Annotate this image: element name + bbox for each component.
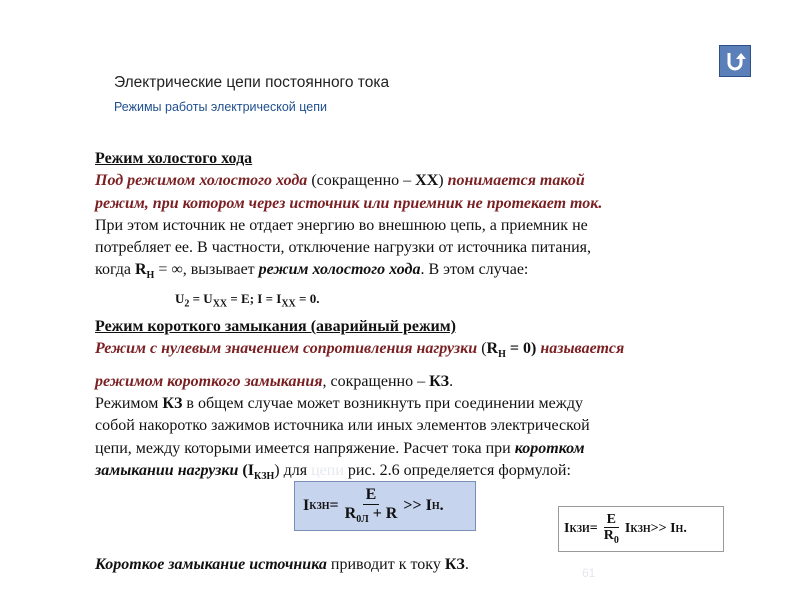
subscript: Н bbox=[431, 500, 440, 512]
text-span: >> I bbox=[403, 497, 432, 514]
fraction bbox=[342, 486, 401, 525]
denominator bbox=[601, 528, 622, 546]
text-span: >> I bbox=[650, 521, 676, 536]
subscript: Н bbox=[675, 523, 684, 535]
subscript: Н bbox=[498, 349, 506, 361]
text-span: ) bbox=[438, 172, 448, 190]
idle-definition-term-cont: понимается такой bbox=[447, 172, 585, 190]
text-span: R bbox=[344, 504, 357, 522]
short-final-line bbox=[95, 554, 775, 576]
numerator: E bbox=[604, 512, 619, 528]
short-definition-term-cont: называется bbox=[540, 340, 625, 358]
subscript: КЗН bbox=[253, 471, 275, 483]
denominator bbox=[342, 505, 401, 526]
text-span: = ∞, вызывает bbox=[154, 261, 259, 279]
page-number: 61 bbox=[582, 566, 596, 580]
text-span: . В этом случае: bbox=[420, 261, 529, 279]
kz-abbrev: КЗ bbox=[429, 372, 450, 390]
subscript: КЗН bbox=[309, 500, 330, 512]
subscript: Н bbox=[146, 270, 155, 282]
idle-definition-term: Под режимом холостого хода bbox=[95, 172, 308, 190]
idle-formula bbox=[95, 288, 775, 316]
faded-word: цепи bbox=[311, 461, 344, 479]
idle-text-line-3: При этом источник не отдает энергию во внешнюю цепь, а приемник не bbox=[95, 216, 588, 234]
text-span: в общем случае может возникнуть при соединении между bbox=[182, 394, 583, 412]
short-load-term: коротком bbox=[514, 439, 585, 457]
text-span: когда bbox=[95, 261, 135, 279]
text-span: . bbox=[449, 372, 454, 390]
text-span: + R bbox=[368, 504, 398, 522]
text-span: = U bbox=[189, 290, 213, 306]
text-span: = 0) bbox=[505, 340, 541, 358]
short-definition-term: Режим с нулевым значением сопротивления нагрузки bbox=[95, 340, 478, 358]
short-load-term-cont: замыкании нагрузки bbox=[95, 461, 239, 479]
text-span: ( bbox=[477, 340, 487, 358]
slide-subtitle: Режимы работы электрической цепи bbox=[114, 100, 327, 114]
text-span: . bbox=[439, 497, 444, 514]
source-short-term: Короткое замыкание источника bbox=[95, 556, 327, 574]
text-span: = bbox=[589, 521, 598, 536]
short-text-line-5 bbox=[95, 438, 775, 460]
return-button[interactable] bbox=[719, 45, 751, 77]
idle-definition-line bbox=[95, 170, 775, 192]
text-span: (I bbox=[238, 461, 254, 479]
short-text-line-3 bbox=[95, 393, 775, 415]
subscript: КЗН bbox=[630, 523, 651, 535]
slide-title: Электрические цепи постоянного тока bbox=[114, 74, 390, 91]
source-short-circuit-formula bbox=[558, 506, 724, 552]
kz-abbrev: КЗ bbox=[444, 556, 465, 574]
subscript: КЗИ bbox=[569, 523, 590, 535]
short-text-line-4: собой накоротко зажимов источника или иных элементов электрической bbox=[95, 417, 590, 435]
idle-definition-line-2: режим, при котором через источник или приемник не протекает ток. bbox=[95, 194, 603, 212]
text-span: , сокращенно – bbox=[322, 372, 430, 390]
short-circuit-heading: Режим короткого замыкания (аварийный режим) bbox=[95, 317, 456, 335]
subscript: XX bbox=[212, 298, 228, 310]
xx-abbrev: ХХ bbox=[415, 172, 439, 190]
text-span: = E; I = I bbox=[227, 290, 282, 306]
text-span: . bbox=[464, 556, 469, 574]
text-span: цепи, между которыми имеется напряжение. Расчет тока при bbox=[95, 439, 515, 457]
idle-heading: Режим холостого хода bbox=[95, 150, 253, 167]
text-span: приводит к току bbox=[326, 556, 445, 574]
text-span: . bbox=[683, 521, 687, 536]
subscript: 2 bbox=[184, 298, 190, 310]
text-span: = bbox=[329, 497, 339, 514]
numerator: E bbox=[363, 486, 380, 505]
text-span: R bbox=[603, 528, 614, 544]
short-definition-line-2 bbox=[95, 371, 775, 393]
kz-abbrev: КЗ bbox=[162, 394, 183, 412]
u-turn-return-icon bbox=[723, 49, 747, 73]
idle-mode-term: режим холостого хода bbox=[258, 261, 421, 279]
resistance-symbol: R bbox=[134, 261, 147, 279]
text-span: (сокращенно – bbox=[307, 172, 416, 190]
text-span: I bbox=[303, 497, 310, 514]
resistance-symbol: R bbox=[486, 340, 499, 358]
subscript: 0 bbox=[613, 534, 619, 546]
text-span: I bbox=[564, 521, 570, 536]
idle-text-line-4: потребляет ее. В частности, отключение нагрузки от источника питания, bbox=[95, 239, 591, 257]
text-span: Режимом bbox=[95, 394, 163, 412]
load-short-circuit-formula bbox=[294, 481, 476, 531]
short-mode-term: режимом короткого замыкания bbox=[95, 372, 323, 390]
short-definition-line bbox=[95, 338, 775, 366]
subscript: 0Л bbox=[356, 514, 369, 526]
fraction bbox=[601, 512, 622, 547]
text-span: = 0. bbox=[295, 290, 320, 306]
text-span: U bbox=[175, 290, 185, 306]
text-span: рис. 2.6 определяется формулой: bbox=[343, 461, 571, 479]
idle-text-line-5 bbox=[95, 259, 775, 287]
text-span: ) для bbox=[274, 461, 312, 479]
subscript: XX bbox=[281, 298, 296, 310]
text-span: I bbox=[624, 521, 631, 536]
